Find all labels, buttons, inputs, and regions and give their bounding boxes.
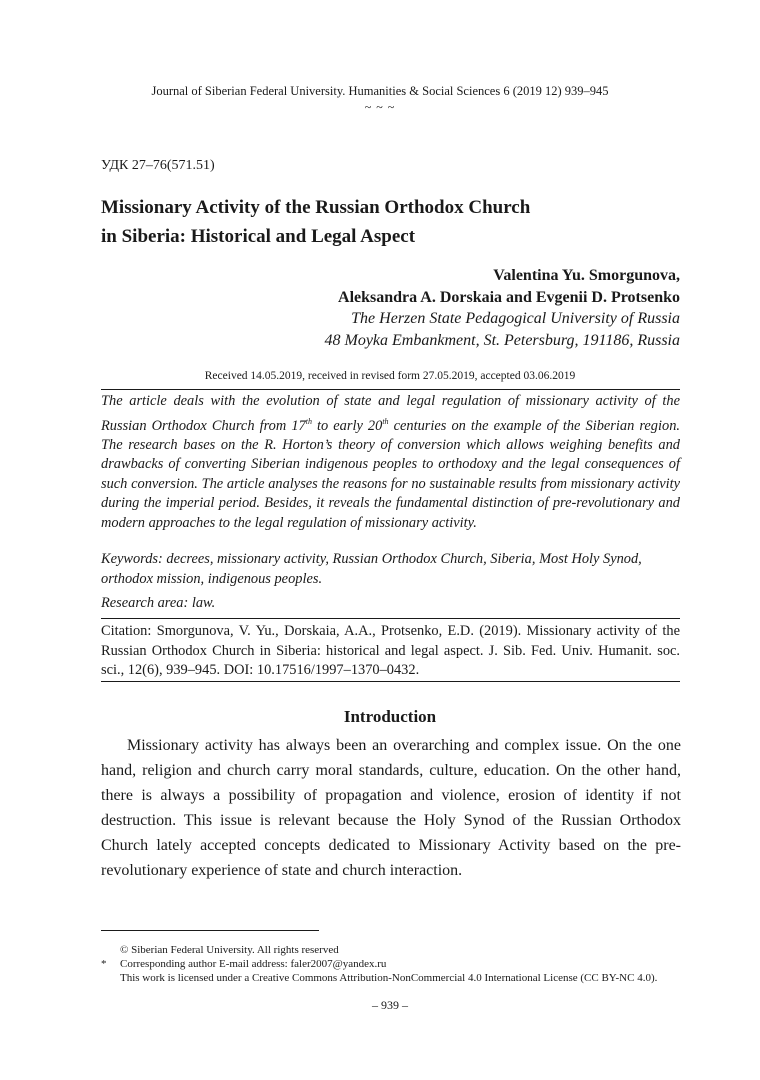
citation: Citation: Smorgunova, V. Yu., Dorskaia, A.A., Protsenko, E.D. (2019). Missionary activity of the Russian Orthodox Church in Siberia: historical and legal aspect. J. Sib. Fed. Univ. Humanit. soc. sci., 12(6), 939–945. DOI: 10.17516/1997–1370–0432. xyxy=(101,623,680,678)
received-dates: Received 14.05.2019, received in revised form 27.05.2019, accepted 03.06.2019 xyxy=(204,370,576,382)
article-title xyxy=(101,193,661,251)
footnote-email: Corresponding author E-mail address: faler2007@yandex.ru xyxy=(120,958,387,970)
abstract-part-1: The article deals with the evolution of state and legal regulation of missionary activity of the Russian Orthodox Church from 17 xyxy=(101,393,680,434)
citation-top-rule xyxy=(101,618,680,619)
research-area: Research area: law. xyxy=(101,595,216,611)
abstract xyxy=(101,392,680,533)
footnote-copyright: © Siberian Federal University. All rights reserved xyxy=(120,944,339,956)
abstract-part-3: centuries on the example of the Siberian region. The research bases on the R. Horton’s theory of conversion which allows weighing benefits and drawbacks of converting Siberian indigenous peoples to orthodoxy and the legal consequences of such conversion. The article analyses the reasons for no sustainable results from missionary activity during the imperial period. Besides, it reveals the fundamental distinction of pre-revolutionary and modern approaches to the legal regulation of missionary activity. xyxy=(101,417,680,531)
introduction-body xyxy=(101,733,681,883)
udk-code: УДК 27–76(571.51) xyxy=(101,158,215,173)
author-block xyxy=(325,265,681,351)
abstract-sup-2: th xyxy=(382,416,389,426)
abstract-part-2: to early 20 xyxy=(311,417,383,434)
address: 48 Moyka Embankment, St. Petersburg, 191186, Russia xyxy=(324,331,680,349)
affiliation: The Herzen State Pedagogical University of Russia xyxy=(351,310,680,327)
title-line-2: in Siberia: Historical and Legal Aspect xyxy=(101,226,416,247)
footnote-license: This work is licensed under a Creative Commons Attribution-NonCommercial 4.0 International License (CC BY-NC 4.0). xyxy=(120,972,658,984)
abstract-sup-1: th xyxy=(305,416,312,426)
introduction-heading: Introduction xyxy=(343,707,437,726)
title-line-1: Missionary Activity of the Russian Orthodox Church xyxy=(101,197,531,218)
introduction-paragraph: Missionary activity has always been an overarching and complex issue. On the one hand, religion and church carry moral standards, culture, education. On the other hand, there is always a possibility of propagation and violence, erosion of identity if not destruction. This issue is relevant because the Holy Synod of the Russian Orthodox Church lately accepted concepts dedicated to Missionary Activity based on the pre-revolutionary experience of state and church interaction. xyxy=(101,737,681,879)
header-separator: ~ ~ ~ xyxy=(364,100,396,114)
citation-bottom-rule xyxy=(101,681,680,682)
page-number: – 939 – xyxy=(372,998,408,1012)
footnote-rule xyxy=(101,930,319,931)
journal-header: Journal of Siberian Federal University. Humanities & Social Sciences 6 (2019 12) 939–945 xyxy=(151,84,609,98)
authors-line-2: Aleksandra A. Dorskaia and Evgenii D. Protsenko xyxy=(338,288,680,306)
footnote-star: * xyxy=(101,958,107,970)
abstract-top-rule xyxy=(101,389,680,390)
keywords: Keywords: decrees, missionary activity, Russian Orthodox Church, Siberia, Most Holy Synod, orthodox mission, indigenous peoples. xyxy=(101,551,642,587)
authors-line-1: Valentina Yu. Smorgunova, xyxy=(493,267,680,284)
